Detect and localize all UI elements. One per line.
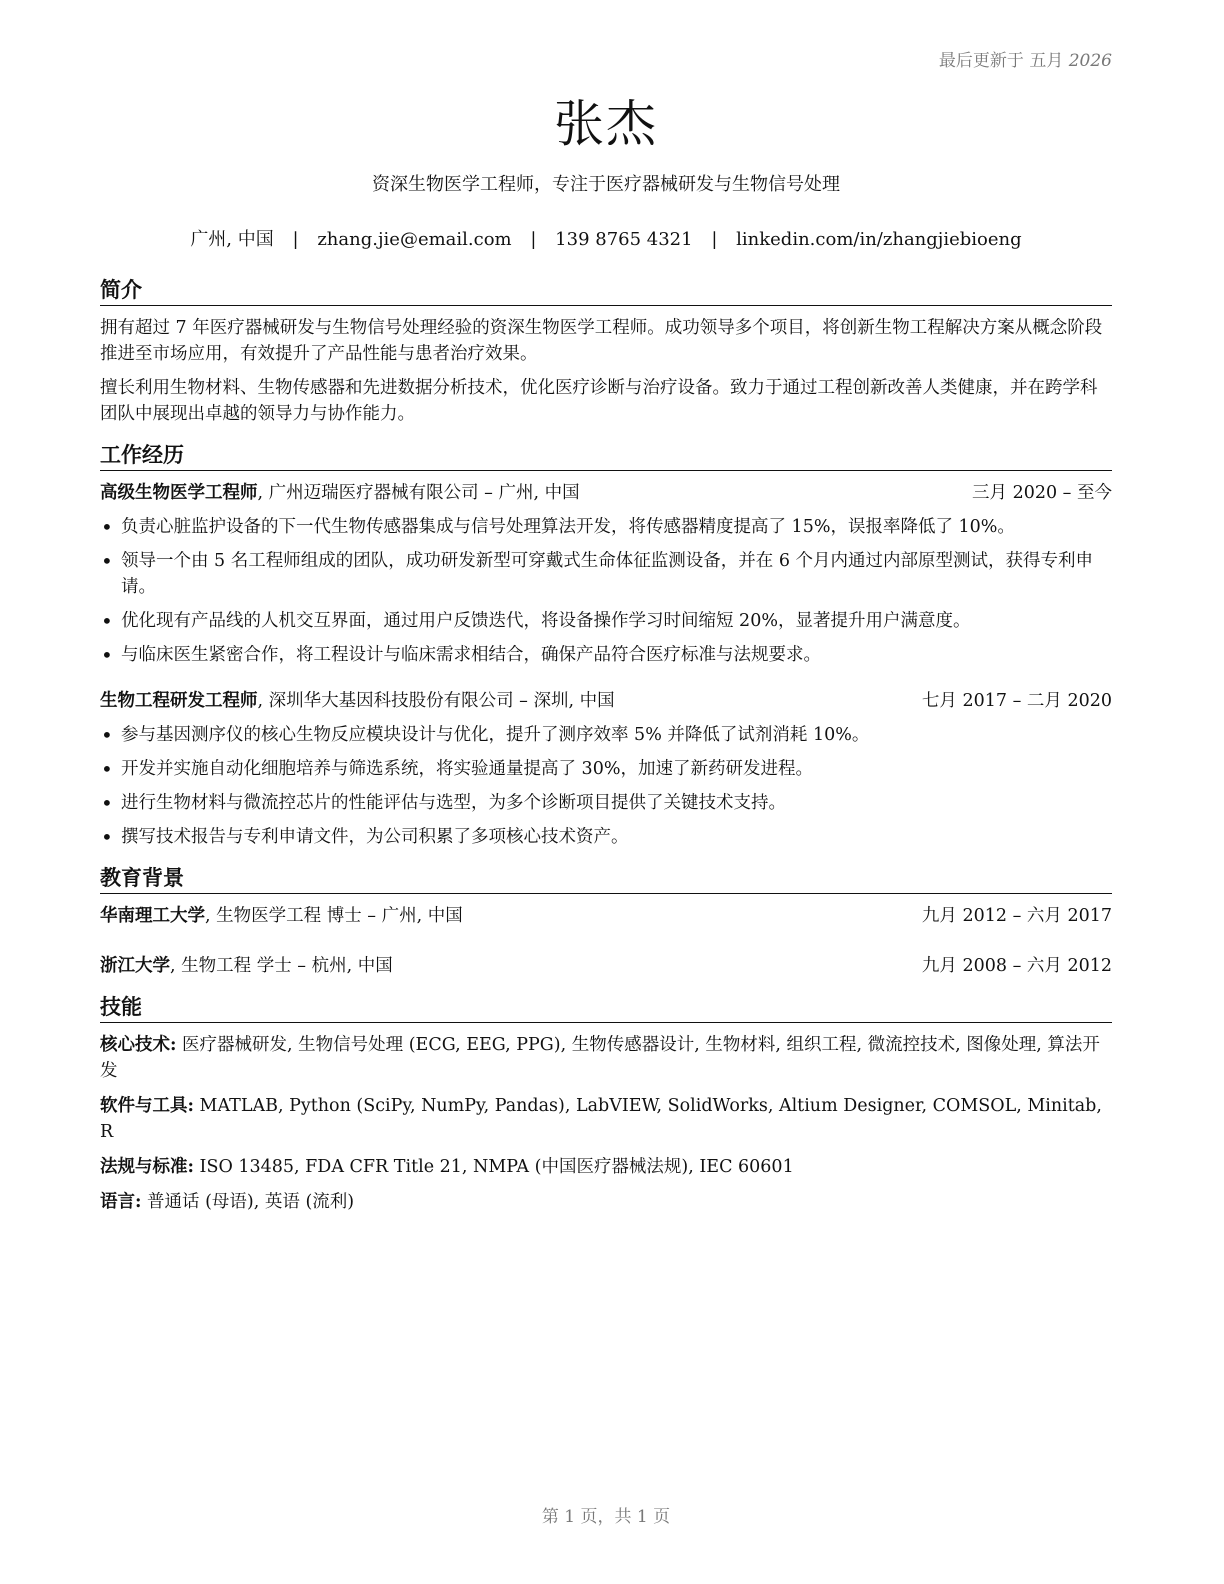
education-dates: 九月 2012 – 六月 2017 xyxy=(921,906,1112,926)
resume-content xyxy=(100,276,1112,1224)
tagline: 资深生物医学工程师，专注于医疗器械研发与生物信号处理 xyxy=(372,174,840,195)
experience-section xyxy=(100,441,1112,850)
last-updated xyxy=(939,46,1112,71)
summary-paragraph: 擅长利用生物材料、生物传感器和先进数据分析技术，优化医疗诊断与治疗设备。致力于通过工程创新改善人类健康，并在跨学科团队中展现出卓越的领导力与协作能力。 xyxy=(100,378,1098,424)
education-title-line xyxy=(100,953,393,979)
last-updated-year: 2026 xyxy=(1068,51,1112,71)
skill-value: ISO 13485, FDA CFR Title 21, NMPA (中国医疗器械法规), IEC 60601 xyxy=(199,1157,794,1177)
section-title: 技能 xyxy=(100,993,1112,1023)
contact-separator: | xyxy=(292,229,299,250)
candidate-name: 张杰 xyxy=(554,95,658,153)
summary-paragraph: 拥有超过 7 年医疗器械研发与生物信号处理经验的资深生物医学工程师。成功领导多个项目，将创新生物工程解决方案从概念阶段推进至市场应用，有效提升了产品性能与患者治疗效果。 xyxy=(100,318,1103,364)
job-entry xyxy=(100,480,1112,668)
job-dates: 三月 2020 – 至今 xyxy=(972,483,1112,503)
job-bullets xyxy=(100,722,1112,850)
education-school: 华南理工大学 xyxy=(100,906,205,926)
skill-value: MATLAB, Python (SciPy, NumPy, Pandas), LabVIEW, SolidWorks, Altium Designer, COMSOL, Minitab, R xyxy=(100,1096,1102,1142)
list-item: • 与临床医生紧密合作，将工程设计与临床需求相结合，确保产品符合医疗标准与法规要求。 xyxy=(100,642,1112,668)
skill-label: 语言: xyxy=(100,1192,142,1212)
contact-separator: | xyxy=(530,229,537,250)
job-company: , 深圳华大基因科技股份有限公司 – 深圳, 中国 xyxy=(257,691,615,711)
contact-linkedin[interactable]: linkedin.com/in/zhangjiebioeng xyxy=(736,229,1022,250)
skill-label: 软件与工具: xyxy=(100,1096,194,1116)
skill-row xyxy=(100,1093,1112,1145)
skill-label: 核心技术: xyxy=(100,1035,177,1055)
list-item: • 负责心脏监护设备的下一代生物传感器集成与信号处理算法开发，将传感器精度提高了 15%，误报率降低了 10%。 xyxy=(100,514,1112,540)
job-header xyxy=(100,688,1112,714)
last-updated-label: 最后更新于 五月 xyxy=(938,51,1064,71)
job-header xyxy=(100,480,1112,506)
section-title: 教育背景 xyxy=(100,864,1112,894)
education-detail: , 生物工程 学士 – 杭州, 中国 xyxy=(170,956,393,976)
section-title: 简介 xyxy=(100,276,1112,306)
contact-location: 广州, 中国 xyxy=(190,229,274,250)
contact-phone: 139 8765 4321 xyxy=(555,229,693,250)
education-dates: 九月 2008 – 六月 2012 xyxy=(921,956,1112,976)
section-title: 工作经历 xyxy=(100,441,1112,471)
skill-value: 医疗器械研发, 生物信号处理 (ECG, EEG, PPG), 生物传感器设计, 生物材料, 组织工程, 微流控技术, 图像处理, 算法开发 xyxy=(100,1035,1100,1081)
list-item: • 开发并实施自动化细胞培养与筛选系统，将实验通量提高了 30%，加速了新药研发进程。 xyxy=(100,756,1112,782)
skill-row xyxy=(100,1189,1112,1215)
contact-line xyxy=(100,225,1112,251)
list-item: • 优化现有产品线的人机交互界面，通过用户反馈迭代，将设备操作学习时间缩短 20%，显著提升用户满意度。 xyxy=(100,608,1112,634)
job-title-line xyxy=(100,688,615,714)
job-bullets xyxy=(100,514,1112,668)
skills-section xyxy=(100,993,1112,1215)
page-number: 第 1 页，共 1 页 xyxy=(541,1507,671,1527)
list-item: • 参与基因测序仪的核心生物反应模块设计与优化，提升了测序效率 5% 并降低了试剂消耗 10%。 xyxy=(100,722,1112,748)
job-company: , 广州迈瑞医疗器械有限公司 – 广州, 中国 xyxy=(257,483,580,503)
list-item: • 进行生物材料与微流控芯片的性能评估与选型，为多个诊断项目提供了关键技术支持。 xyxy=(100,790,1112,816)
skill-row xyxy=(100,1154,1112,1180)
education-school: 浙江大学 xyxy=(100,956,170,976)
education-entry xyxy=(100,953,1112,979)
resume-page xyxy=(100,0,1112,1584)
skill-label: 法规与标准: xyxy=(100,1157,194,1177)
job-entry xyxy=(100,688,1112,850)
list-item: • 领导一个由 5 名工程师组成的团队，成功研发新型可穿戴式生命体征监测设备，并在 6 个月内通过内部原型测试，获得专利申请。 xyxy=(100,548,1112,600)
education-title-line xyxy=(100,903,463,929)
skill-value: 普通话 (母语), 英语 (流利) xyxy=(147,1192,355,1212)
job-dates: 七月 2017 – 二月 2020 xyxy=(921,691,1112,711)
job-title-line xyxy=(100,480,580,506)
education-entry xyxy=(100,903,1112,929)
education-section xyxy=(100,864,1112,979)
contact-email[interactable]: zhang.jie@email.com xyxy=(317,229,512,250)
contact-separator: | xyxy=(711,229,718,250)
job-role: 高级生物医学工程师 xyxy=(100,483,258,503)
list-item: • 撰写技术报告与专利申请文件，为公司积累了多项核心技术资产。 xyxy=(100,824,1112,850)
summary-section xyxy=(100,276,1112,427)
skill-row xyxy=(100,1032,1112,1084)
education-detail: , 生物医学工程 博士 – 广州, 中国 xyxy=(205,906,463,926)
job-role: 生物工程研发工程师 xyxy=(100,691,258,711)
